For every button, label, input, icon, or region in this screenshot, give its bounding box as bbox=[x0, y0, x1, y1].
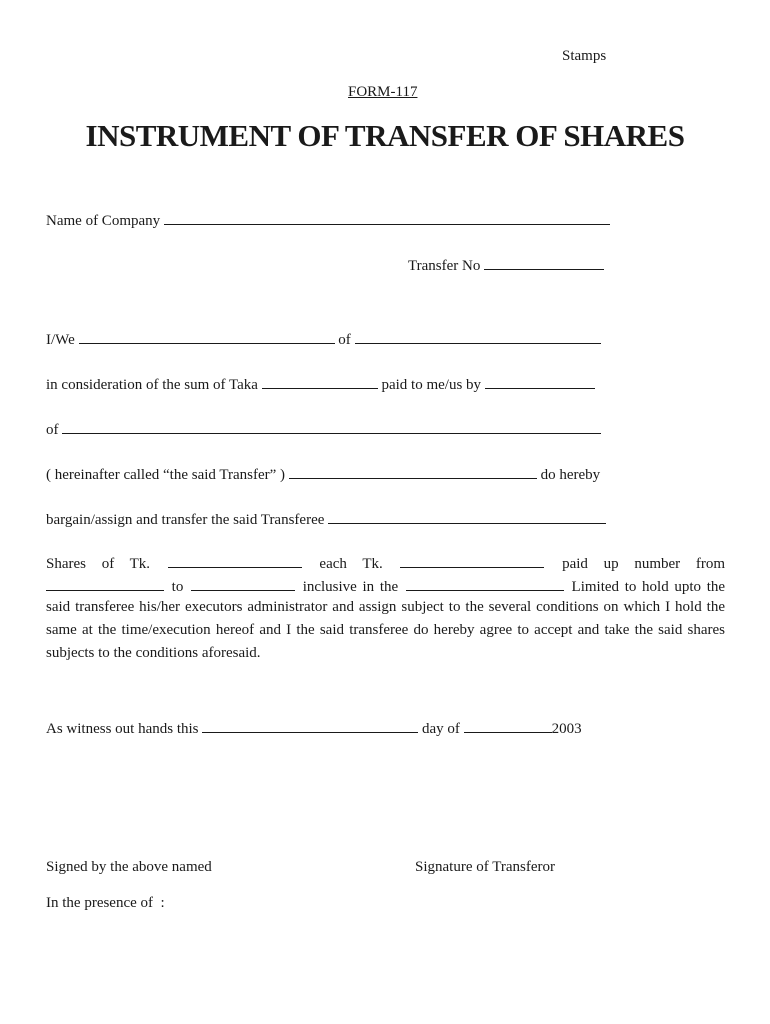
paid-word: paid bbox=[562, 556, 588, 572]
payer-field[interactable] bbox=[485, 374, 595, 389]
transferee-row bbox=[46, 509, 606, 529]
inclusive-word: inclusive bbox=[302, 579, 357, 595]
to-word-2: to bbox=[624, 579, 637, 595]
payer-address-field[interactable] bbox=[62, 419, 601, 434]
limited-word: Limited bbox=[571, 579, 620, 595]
share-value-field[interactable] bbox=[400, 553, 544, 568]
each-word: each bbox=[319, 556, 347, 572]
form-number: FORM-117 bbox=[348, 84, 418, 100]
share-numbers-row bbox=[46, 576, 725, 596]
witness-month-field[interactable] bbox=[464, 718, 552, 733]
limited-company-field[interactable] bbox=[406, 576, 564, 591]
do-hereby-label: do hereby bbox=[540, 467, 601, 483]
year-value: 2003 bbox=[551, 721, 582, 737]
signature-label: Signature of Transferor bbox=[415, 859, 555, 875]
from-word: from bbox=[695, 556, 725, 572]
the-word-2: the bbox=[706, 579, 726, 595]
transfer-party-field[interactable] bbox=[289, 464, 537, 479]
shares-word: Shares bbox=[46, 556, 86, 572]
in-word: in bbox=[362, 579, 375, 595]
document-title: INSTRUMENT OF TRANSFER OF SHARES bbox=[85, 118, 685, 153]
witness-row bbox=[46, 718, 582, 738]
to-word: to bbox=[171, 579, 184, 595]
shares-count-field[interactable] bbox=[168, 553, 302, 568]
of-label: of bbox=[338, 332, 351, 348]
transferor-address-field[interactable] bbox=[355, 329, 601, 344]
transferee-label: bargain/assign and transfer the said Transferee bbox=[46, 512, 325, 528]
share-number-from-field[interactable] bbox=[46, 576, 164, 591]
transfer-no-label: Transfer No bbox=[408, 258, 481, 274]
transferor-row bbox=[46, 329, 601, 349]
of-label-2: of bbox=[46, 422, 59, 438]
hereinafter-label: ( hereinafter called “the said Transfer” ) bbox=[46, 467, 286, 483]
signed-label: Signed by the above named bbox=[46, 859, 212, 875]
hereinafter-row bbox=[46, 464, 600, 484]
transfer-no-field[interactable] bbox=[484, 255, 604, 270]
up-word: up bbox=[603, 556, 619, 572]
of-word: of bbox=[101, 556, 115, 572]
consideration-row bbox=[46, 374, 595, 394]
tk-word: Tk. bbox=[129, 556, 151, 572]
the-word: the bbox=[379, 579, 399, 595]
transferor-label: I/We bbox=[46, 332, 75, 348]
transfer-no-row bbox=[408, 255, 604, 275]
day-of-label: day of bbox=[422, 721, 460, 737]
company-field[interactable] bbox=[164, 210, 610, 225]
upto-word: upto bbox=[674, 579, 702, 595]
paid-by-label: paid to me/us by bbox=[381, 377, 482, 393]
number-word: number bbox=[634, 556, 681, 572]
witness-label: As witness out hands this bbox=[46, 721, 199, 737]
company-label: Name of Company bbox=[46, 213, 161, 229]
company-row bbox=[46, 210, 610, 230]
amount-field[interactable] bbox=[262, 374, 378, 389]
witness-day-field[interactable] bbox=[202, 718, 418, 733]
consideration-label: in consideration of the sum of Taka bbox=[46, 377, 258, 393]
shares-row bbox=[46, 553, 725, 573]
presence-label: In the presence of : bbox=[46, 895, 165, 911]
conditions-paragraph: said transferee his/her executors administrator and assign subject to the several conditions on which I hold the same at the time/execution hereof and I the said transferee do hereby agree to accept and take the said shares subjects to the conditions aforesaid. bbox=[46, 599, 725, 661]
tk-word-2: Tk. bbox=[362, 556, 383, 572]
stamps-label: Stamps bbox=[562, 48, 607, 64]
hold-word: hold bbox=[642, 579, 669, 595]
transferor-name-field[interactable] bbox=[79, 329, 335, 344]
share-number-to-field[interactable] bbox=[191, 576, 295, 591]
of-row bbox=[46, 419, 601, 439]
transferee-field[interactable] bbox=[328, 509, 606, 524]
